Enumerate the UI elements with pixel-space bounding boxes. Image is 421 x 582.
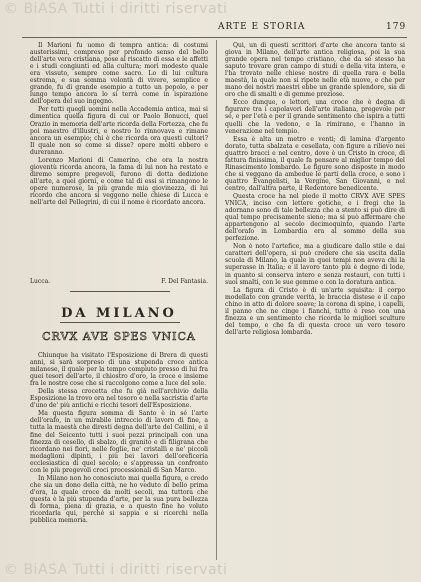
watermark-top: © BiASA Tutti i diritti riservati — [4, 1, 228, 17]
left-column-top — [30, 42, 208, 207]
signature-place: Lucca. — [30, 278, 51, 285]
paragraph: Qui, un di questi scrittori d'arte che ancora tanto si giova in Milano, dell'arte antica religiosa, poi la sua grande opera nel tempo cristiano, che da sé stesso ha saputo trovare gran campo di studi e della vita intera, e l'ha trovato nelle chiese nostre di quella rara e bella maestà, la quale non si ripete nelle età nuove, e che per mano dei nostri maestri ebbe un grande splendore, sia di oro che di smalti e di gemme preziose. — [225, 42, 405, 99]
paragraph: Chiunque ha visitato l'Esposizione di Brera di questi anni, si sarà sorpreso di una stupenda croce antica milanese, il quale per la tempo compiuto presso di lui fra quei tesori dell'arte, il chiostro d'oro, la croce e insieme fra le nostre cose che si raccolgono come a luce del sole. — [30, 352, 208, 388]
running-header — [0, 22, 421, 36]
paragraph: Essa è alta un metro e venti; di lamina d'argento dorato, tutta sbalzata e cesellata, con figure a rilievo nei quattro bracci e nel centro, dove è un Cristo in croce, di fattura finissima, il quale fa pensare al miglior tempo del Rinascimento lombardo. Le figure sono disposte in modo che si veggano da ambedue le parti della croce, e sono i quattro Evangelisti, la Vergine, San Giovanni, e nel centro, dall'altra parte, il Redentore benedicente. — [225, 135, 405, 192]
paragraph: La figura di Cristo è di un'arte squisita: il corpo modellato con grande verità, le braccia distese e il capo chino in atto di dolore soave; la corona di spine, i capelli, il panno che ne cinge i fianchi, tutto è reso con una finezza e un sentimento che ricorda le migliori sculture del tempo, e che fa di questa croce un vero tesoro dell'arte religiosa lombarda. — [225, 286, 405, 336]
paragraph: Ma questa figura somma di Santo è in sé l'arte dell'orafo, in un mirabile intreccio di lavoro di fine, a tutta la maestà che diresti degna dell'arte del Cellini, e il fine del Seicento tutti i suoi pezzi principali con una finezza di cesello, di sbalzo, di granito e di filigrana che ricordano nei fiori, nelle foglie, ne' cristalli e ne' piccoli medaglioni dipinti, i più bei lavori dell'oreficeria ecclesiastica di quel secolo; e s'appressa un confronto con le più pregevoli croci processionali di San Marco. — [30, 410, 208, 474]
page-number: 179 — [386, 22, 407, 32]
left-column-bottom — [30, 352, 208, 525]
article-separator — [70, 291, 170, 292]
paragraph: Non è noto l'artefice, ma a giudicare dallo stile e dai caratteri dell'opera, si può credere che sia uscita dalla scuola di Milano, la quale in quei tempi non aveva chi la superasse in Italia; e il lavoro tanto più è degno di lode, in quanto si conserva intero e senza restauri, con tutti i suoi smalti, con le sue gemme e con la doratura antica. — [225, 243, 405, 286]
right-column — [225, 42, 405, 337]
paragraph: Il Marioni fu uomo di tempra antica: di costumi austerissimi, compreso per profondo senso del bello dell'arte vera cristiana, pose al riscatto di essa e le affetti e i studi congiunti ed alla cultura; morì modesto quale era vissuto, sempre come sacro. Lo di lui cultura estrema, e sua somma volontà di vivere, semplice e grande, fu di grande esempio a tutto un popolo, e per lungo tempo ancora lo si terrà come in ispirazione dell'opera del suo ingegno. — [30, 42, 208, 106]
watermark-bottom: © BiASA Tutti i diritti riservati — [4, 562, 228, 578]
paragraph: Della stessa crocetta che fu già nell'archivio della Esposizione la trovo ora nel tesoro e nella sacristia d'arte d'uno de' più antichi e ricchi tesori dell'Esposizione. — [30, 388, 208, 410]
paragraph: Per tutti quegli uomini nella Accademia antica, mai si dimentica quella figura di cui or Paolo Bonucci, quel Orazio in memoria dell'arte ricorda della Fortezza, che fu poi maestro d'illustri, e nostro lo rinnovava e rimane ancora un esempio; chi è che ricorda ora questi cultori? Il quale non so come si disse? opere molti ebbero e dureranno. — [30, 106, 208, 156]
signature-author: F. Del Fantasia. — [161, 278, 208, 285]
section-heading: DA MILANO — [61, 306, 177, 321]
article-title: CRVX AVE SPES VNICA — [42, 330, 196, 343]
paragraph: Questa croce ha nel piede il motto CRVX AVE SPES VNICA, inciso con lettere gotiche, e i fregi che la adornano sono di tale bellezza che a stento si può dire di qual tempo precisamente sieno; ma si può affermare che appartengono al secolo decimoquinto, quando l'arte dell'orafo in Lombardia era al sommo della sua perfezione. — [225, 192, 405, 243]
paragraph: In Milano non ho conosciuto mai quella figura, e credo che sia un dono della città, ne ho veduto di bello prima d'ora, la quale croce da molti secoli, ma tuttora che questa è la più stupenda d'arte, per la sua pura bellezza di forma, piena di grazia, e a questo fine ho voluto ricordarla qui, perché si sappia e si ricerchi nella pubblica memoria. — [30, 474, 208, 525]
column-divider — [216, 40, 217, 560]
paragraph: Ecco dunque, o lettori, una croce che è degna di figurare tra i capolavori dell'arte italiana, pregevole per sé, e per l'età e per il grande sentimento che ispira a tutti quelli che la vedono, e la rimirano, e l'hanno in venerazione nel tempio. — [225, 99, 405, 135]
paragraph: Lorenzo Marioni di Camerino, che ora la nostra gioventù ricorda ancora, la fama di lui non ha restato e diremo sempre pregevoli, furono di dotta dedizione all'arte, a quei giorni, e come tal di essi si rimangono le opere numerose, la più grande mia giovinezza, di lui ricordo che ancora si veggono nelle chiese di Lucca e nell'arte del Pellegrini, di cui il nome è ricordato ancora. — [30, 156, 208, 207]
header-title: ARTE E STORIA — [218, 22, 306, 32]
header-rule — [22, 37, 407, 38]
section-rule — [60, 322, 180, 323]
